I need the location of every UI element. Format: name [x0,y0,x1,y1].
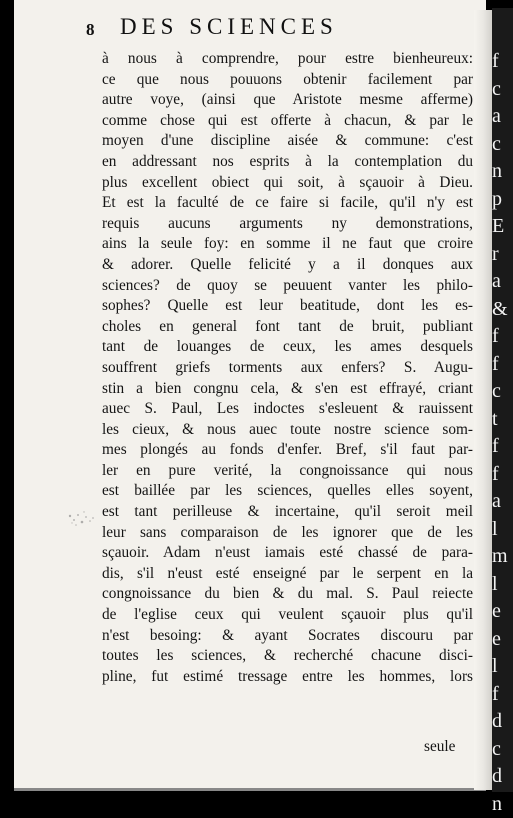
facing-page-letter: f [492,48,513,76]
facing-page-letter: d [492,763,513,791]
facing-page-letter: l [492,516,513,544]
facing-page-letters [492,48,513,818]
facing-page-letter: m [492,543,513,571]
text-line: toutes les sciences, & recherché chacune disci- [102,646,473,667]
body-text [102,49,473,687]
text-line: sçauoir. Adam n'eust iamais esté chassé de para- [102,543,473,564]
text-line: tant de louanges de ceux, les ames desquels [102,337,473,358]
book-page [14,0,486,791]
text-line: ce que nous pouuons obtenir facilement par [102,70,473,91]
text-line: Et est la faculté de ce faire si facile, qu'il n'y est [102,193,473,214]
text-line: stin a bien congnu cela, & s'en est effrayé, criant [102,379,473,400]
facing-page-letter: E [492,213,513,241]
facing-page-letter: a [492,103,513,131]
ink-stain [64,508,98,530]
text-line: à nous à comprendre, pour estre bienheureux: [102,49,473,70]
facing-page-letter: a [492,268,513,296]
facing-page-letter: & [492,296,513,324]
text-line: de l'eglise ceux qui veulent sçauoir plus qu'il [102,605,473,626]
facing-page-letter: f [492,681,513,709]
text-line: leur sans comparaison de les ignorer que de les [102,523,473,544]
text-line: autre voye, (ainsi que Aristote mesme afferme) [102,90,473,111]
text-line: en addressant nos esprits à la contemplation du [102,152,473,173]
facing-page-letter: c [492,131,513,159]
facing-page-letter: r [492,241,513,269]
facing-page-letter: f [492,433,513,461]
text-line: ains la seule foy: en somme il ne faut que croire [102,234,473,255]
text-line: plus excellent obiect qui soit, à sçauoir à Dieu. [102,173,473,194]
facing-page-letter: f [492,323,513,351]
facing-page-letter: c [492,736,513,764]
facing-page-letter: l [492,653,513,681]
facing-page-letter: a [492,488,513,516]
text-line: souffrent griefs torments aux enfers? S. Augu- [102,358,473,379]
facing-page-letter: p [492,186,513,214]
page-header [86,14,476,40]
text-line: sophes? Quelle est leur beatitude, dont les es- [102,296,473,317]
facing-page-edge [492,8,513,792]
facing-page-letter: n [492,158,513,186]
text-line: requis aucuns arguments ny demonstrations, [102,214,473,235]
page-number: 8 [86,20,95,40]
text-line: choles en general font tant de bruit, publiant [102,317,473,338]
text-line: & adorer. Quelle felicité y a il donques aux [102,255,473,276]
text-line: sciences? de quoy se peuuent vanter les philo- [102,276,473,297]
text-line: mes plongés au fonds d'enfer. Bref, s'il faut par- [102,440,473,461]
facing-page-letter: d [492,708,513,736]
text-line: n'est besoing: & ayant Socrates discouru par [102,626,473,647]
facing-page-letter: e [492,626,513,654]
facing-page-letter: c [492,76,513,104]
text-line: dis, s'il n'eust esté enseigné par le serpent en la [102,564,473,585]
text-line: est baillée par les sciences, quelles elles soyent, [102,481,473,502]
facing-page-letter: e [492,598,513,626]
facing-page-letter: f [492,461,513,489]
running-head: DES SCIENCES [120,14,338,40]
text-line: comme chose qui est offerte à chacun, & par le [102,111,473,132]
facing-page-letter: f [492,351,513,379]
text-line: auec S. Paul, Les indoctes s'esleuent & rauissent [102,399,473,420]
text-line: ler en pure verité, la congnoissance qui nous [102,461,473,482]
facing-page-letter: l [492,571,513,599]
facing-page-letter: t [492,406,513,434]
facing-page-letter: n [492,791,513,818]
text-line: est tant perilleuse & incertaine, qu'il seroit meil [102,502,473,523]
text-line: moyen d'une discipline aisée & commune: c'est [102,131,473,152]
catchword: seule [424,738,455,756]
text-line: les cieux, & nous auec toute nostre science som- [102,420,473,441]
facing-page-letter: c [492,378,513,406]
text-line: pline, fut estimé tressage entre les hommes, lors [102,667,473,688]
text-line: congnoissance du bien & du mal. S. Paul reiecte [102,584,473,605]
